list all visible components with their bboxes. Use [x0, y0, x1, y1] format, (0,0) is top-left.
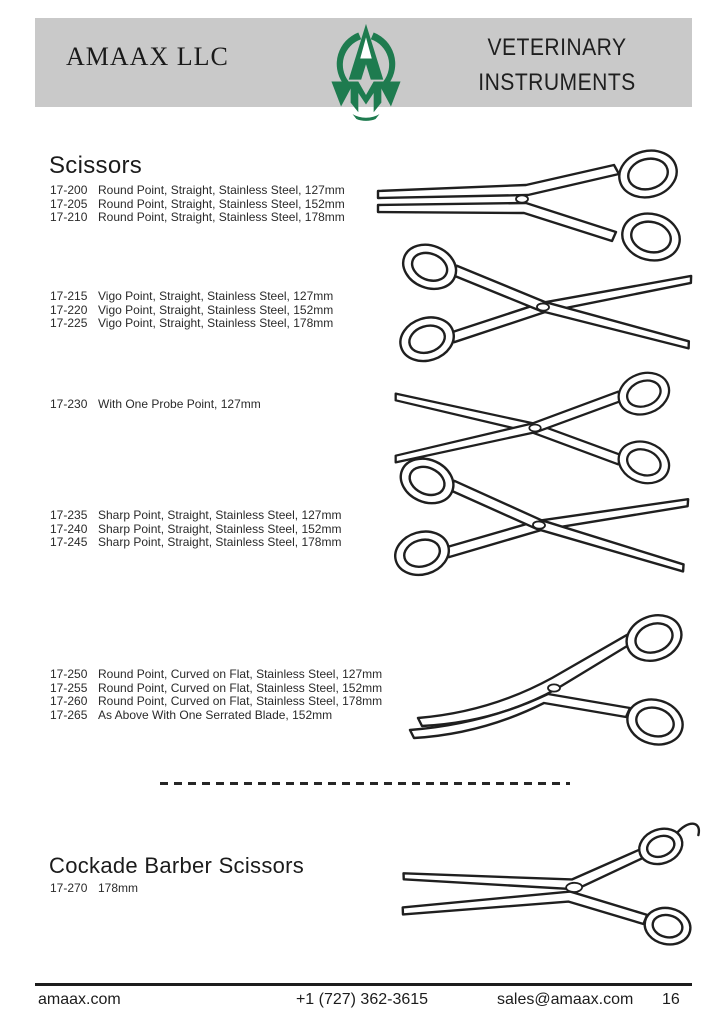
- product-row: [50, 317, 333, 331]
- company-name: AMAAX LLC: [66, 42, 229, 71]
- product-description: 178mm: [98, 881, 139, 895]
- product-description: Round Point, Straight, Stainless Steel, 127mm: [98, 183, 345, 197]
- product-description: Round Point, Curved on Flat, Stainless Steel, 178mm: [98, 694, 383, 709]
- product-code: 17-220: [50, 302, 88, 317]
- section-divider: [160, 782, 570, 785]
- product-description: Sharp Point, Straight, Stainless Steel, 178mm: [98, 535, 342, 550]
- product-description: Round Point, Curved on Flat, Stainless Steel, 152mm: [98, 680, 383, 695]
- product-description: Vigo Point, Straight, Stainless Steel, 127mm: [98, 289, 334, 303]
- product-description: Sharp Point, Straight, Stainless Steel, 127mm: [98, 508, 342, 522]
- product-description: Sharp Point, Straight, Stainless Steel, 152mm: [98, 521, 342, 536]
- product-group-round-point-straight: [50, 184, 345, 225]
- product-code: 17-215: [50, 289, 88, 303]
- product-description: Vigo Point, Straight, Stainless Steel, 178mm: [98, 316, 334, 331]
- product-code: 17-260: [50, 694, 88, 709]
- product-code: 17-255: [50, 680, 88, 695]
- product-code: 17-265: [50, 707, 88, 722]
- page-title: [460, 30, 654, 100]
- footer-rule: [35, 983, 692, 986]
- product-group-sharp-point: [50, 509, 341, 550]
- product-row: [50, 398, 261, 412]
- product-row: [50, 509, 341, 523]
- product-code: 17-200: [50, 183, 88, 197]
- product-row: [50, 668, 382, 682]
- product-row: [50, 709, 382, 723]
- barber-section-heading: Cockade Barber Scissors: [49, 853, 305, 878]
- product-group-barber: [50, 882, 138, 896]
- product-description: Round Point, Straight, Stainless Steel, 152mm: [98, 196, 345, 211]
- product-row: [50, 523, 341, 537]
- cockade-barber-scissors-illustration: [396, 804, 719, 963]
- page-title-line1: VETERINARY: [487, 34, 627, 61]
- product-row: [50, 682, 382, 696]
- product-description: Round Point, Straight, Stainless Steel, 178mm: [98, 210, 345, 225]
- product-code: 17-270: [50, 881, 88, 895]
- product-row: [50, 211, 345, 225]
- footer-email: sales@amaax.com: [497, 991, 634, 1008]
- product-code: 17-225: [50, 316, 88, 331]
- footer-phone: +1 (727) 362-3615: [295, 991, 429, 1008]
- product-description: Round Point, Curved on Flat, Stainless Steel, 127mm: [98, 667, 383, 681]
- product-code: 17-205: [50, 196, 88, 211]
- product-row: [50, 882, 138, 896]
- product-code: 17-210: [50, 210, 88, 225]
- product-group-vigo-point: [50, 290, 333, 331]
- product-code: 17-235: [50, 508, 88, 522]
- product-description: Vigo Point, Straight, Stainless Steel, 152mm: [98, 302, 334, 317]
- product-row: [50, 304, 333, 318]
- curved-on-flat-scissors-illustration: [390, 608, 697, 760]
- product-row: [50, 695, 382, 709]
- product-code: 17-230: [50, 397, 88, 411]
- product-row: [50, 536, 341, 550]
- scissors-section-heading: Scissors: [49, 152, 143, 179]
- product-description: As Above With One Serrated Blade, 152mm: [98, 707, 333, 722]
- product-row: [50, 290, 333, 304]
- product-description: With One Probe Point, 127mm: [98, 397, 261, 411]
- page-title-line2: INSTRUMENTS: [478, 69, 636, 96]
- footer-website: amaax.com: [38, 991, 121, 1008]
- product-row: [50, 184, 345, 198]
- product-group-curved-on-flat: [50, 668, 382, 722]
- product-code: 17-240: [50, 521, 88, 536]
- vigo-point-straight-scissors-illustration: [384, 235, 700, 380]
- product-row: [50, 198, 345, 212]
- product-code: 17-245: [50, 535, 88, 550]
- sharp-point-straight-scissors-illustration: [377, 441, 698, 608]
- page-number: 16: [662, 991, 680, 1008]
- amaax-logo-icon: [318, 22, 414, 124]
- product-code: 17-250: [50, 667, 88, 681]
- product-group-probe-point: [50, 398, 261, 412]
